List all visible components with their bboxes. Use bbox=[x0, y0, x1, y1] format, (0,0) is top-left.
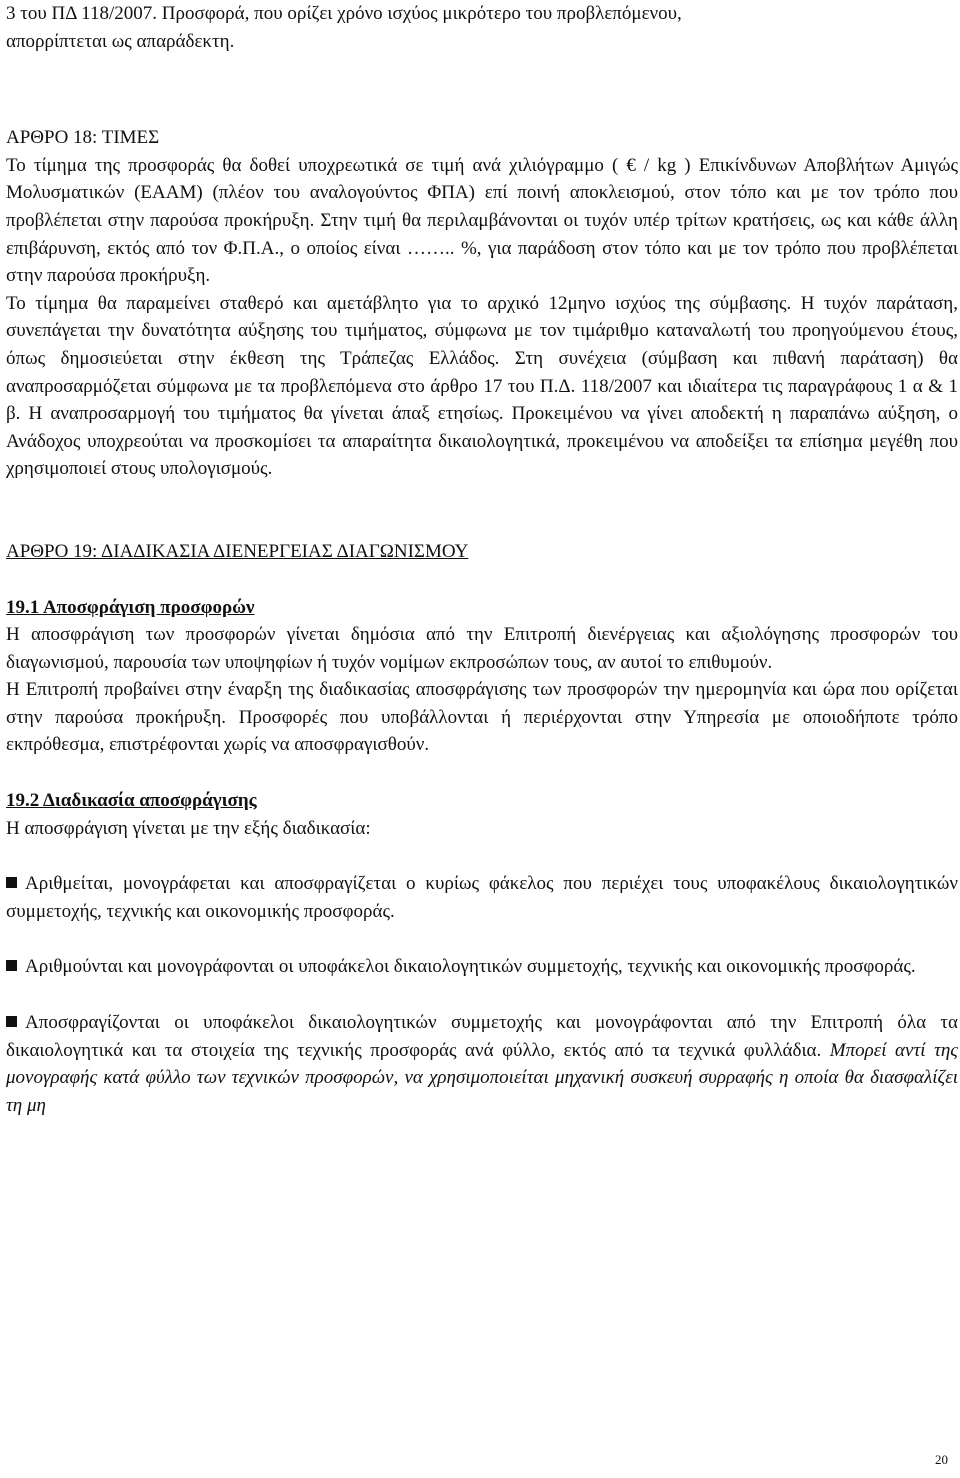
page-number: 20 bbox=[935, 1452, 948, 1467]
bullet-item-3-text: Αποσφραγίζονται οι υποφάκελοι δικαιολογητικών συμμετοχής και μονογράφονται από την Επιτροπή όλα τα δικαιολογητικά και τα στοιχεία της τεχνικής προσφοράς ανά φύλλο, εκτός από τα τεχνικά φυλλάδια. bbox=[6, 1012, 958, 1061]
article-18-heading: ΑΡΘΡΟ 18: ΤΙΜΕΣ bbox=[6, 127, 160, 149]
square-bullet-icon bbox=[6, 877, 17, 888]
bullet-item-2 bbox=[6, 953, 958, 981]
bullet-item-2-text: Αριθμούνται και μονογράφονται οι υποφάκελοι δικαιολογητικών συμμετοχής, τεχνικής και οικονομικής προσφοράς. bbox=[25, 956, 916, 978]
article-19-heading: ΑΡΘΡΟ 19: ΔΙΑΔΙΚΑΣΙΑ ΔΙΕΝΕΡΓΕΙΑΣ ΔΙΑΓΩΝΙΣΜΟΥ bbox=[6, 540, 469, 562]
bullet-item-3-italic-text: Μπορεί αντί της μονογραφής κατά φύλλο των τεχνικών προσφορών, να χρησιμοποιείται μηχανική συσκευή συρραφής η οποία θα διασφαλίζει τη μη bbox=[6, 1039, 959, 1116]
bullet-item-1 bbox=[6, 870, 958, 925]
article-18-paragraph-2: Το τίμημα θα παραμείνει σταθερό και αμετάβλητο για το αρχικό 12μηνο ισχύος της σύμβασης. Η τυχόν παράταση, συνεπάγεται την δυνατότητα αύξησης του τιμήματος, σύμφωνα με τον τιμάριθμο καταναλωτή του προηγούμενου έτους, όπως δημοσιεύεται στην έκθεση της Τράπεζας Ελλάδος. Στη συνέχεια (σύμβαση και πιθανή παράταση) θα αναπροσαρμόζεται σύμφωνα με τα προβλεπόμενα στο άρθρο 17 του Π.Δ. 118/2007 και ιδιαίτερα τις παραγράφους 1 α & 1 β. Η αναπροσαρμογή του τιμήματος θα γίνεται άπαξ ετησίως. Προκειμένου να γίνει αποδεκτή η παραπάνω αύξηση, ο Ανάδοχος υποχρεούται να προσκομίσει τα απαραίτητα δικαιολογητικά, προκειμένου να αποδείξει τα επίσημα μεγέθη που χρησιμοποιεί στους υπολογισμούς. bbox=[6, 292, 958, 480]
section-19-1-title: 19.1 Αποσφράγιση προσφορών bbox=[6, 596, 255, 618]
document-page bbox=[6, 0, 958, 1119]
section-19-1-paragraph-2: Η Επιτροπή προβαίνει στην έναρξη της διαδικασίας αποσφράγισης των προσφορών την ημερομηνία και ώρα που ορίζεται στην παρούσα προκήρυξη. Προσφορές που υποβάλλονται ή περιέρχονται στην Υπηρεσία με οποιοδήποτε τρόπο εκπρόθεσμα, επιστρέφονται χωρίς να αποσφραγισθούν. bbox=[6, 679, 958, 756]
square-bullet-icon bbox=[6, 960, 17, 971]
bullet-item-1-text: Αριθμείται, μονογράφεται και αποσφραγίζεται ο κυρίως φάκελος που περιέχει τους υποφακέλους δικαιολογητικών συμμετοχής, τεχνικής και οικονομικής προσφοράς. bbox=[6, 873, 958, 922]
intro-line-2: απορρίπτεται ως απαράδεκτη. bbox=[6, 30, 235, 52]
square-bullet-icon bbox=[6, 1016, 17, 1027]
bullet-item-3 bbox=[6, 1009, 958, 1119]
section-19-1-paragraph-1: Η αποσφράγιση των προσφορών γίνεται δημόσια από την Επιτροπή διενέργειας και αξιολόγησης προσφορών του διαγωνισμού, παρουσία των υποψηφίων ή τυχόν νομίμων εκπροσώπων τους, αν αυτοί το επιθυμούν. bbox=[6, 624, 958, 673]
intro-line-1: 3 του ΠΔ 118/2007. Προσφορά, που ορίζει χρόνο ισχύος μικρότερο του προβλεπόμενου, bbox=[6, 3, 682, 24]
article-18-paragraph-1: Το τίμημα της προσφοράς θα δοθεί υποχρεωτικά σε τιμή ανά χιλιόγραμμο ( € / kg ) Επικίνδυνων Αποβλήτων Αμιγώς Μολυσματικών (ΕΑΑΜ) (πλέον του αναλογούντος ΦΠΑ) επί ποινή αποκλεισμού, στον τόπο και με τον τρόπο που προβλέπεται στην παρούσα προκήρυξη. Στην τιμή θα περιλαμβάνονται οι τυχόν υπέρ τρίτων κρατήσεις, ως και κάθε άλλη επιβάρυνση, εκτός από τον Φ.Π.Α., ο οποίος είναι …….. %, για παράδοση στον τόπο και με τον τρόπο που προβλέπεται στην παρούσα προκήρυξη. bbox=[6, 154, 958, 287]
section-19-2-title: 19.2 Διαδικασία αποσφράγισης bbox=[6, 790, 257, 812]
section-19-2-intro: Η αποσφράγιση γίνεται με την εξής διαδικασία: bbox=[6, 817, 371, 839]
